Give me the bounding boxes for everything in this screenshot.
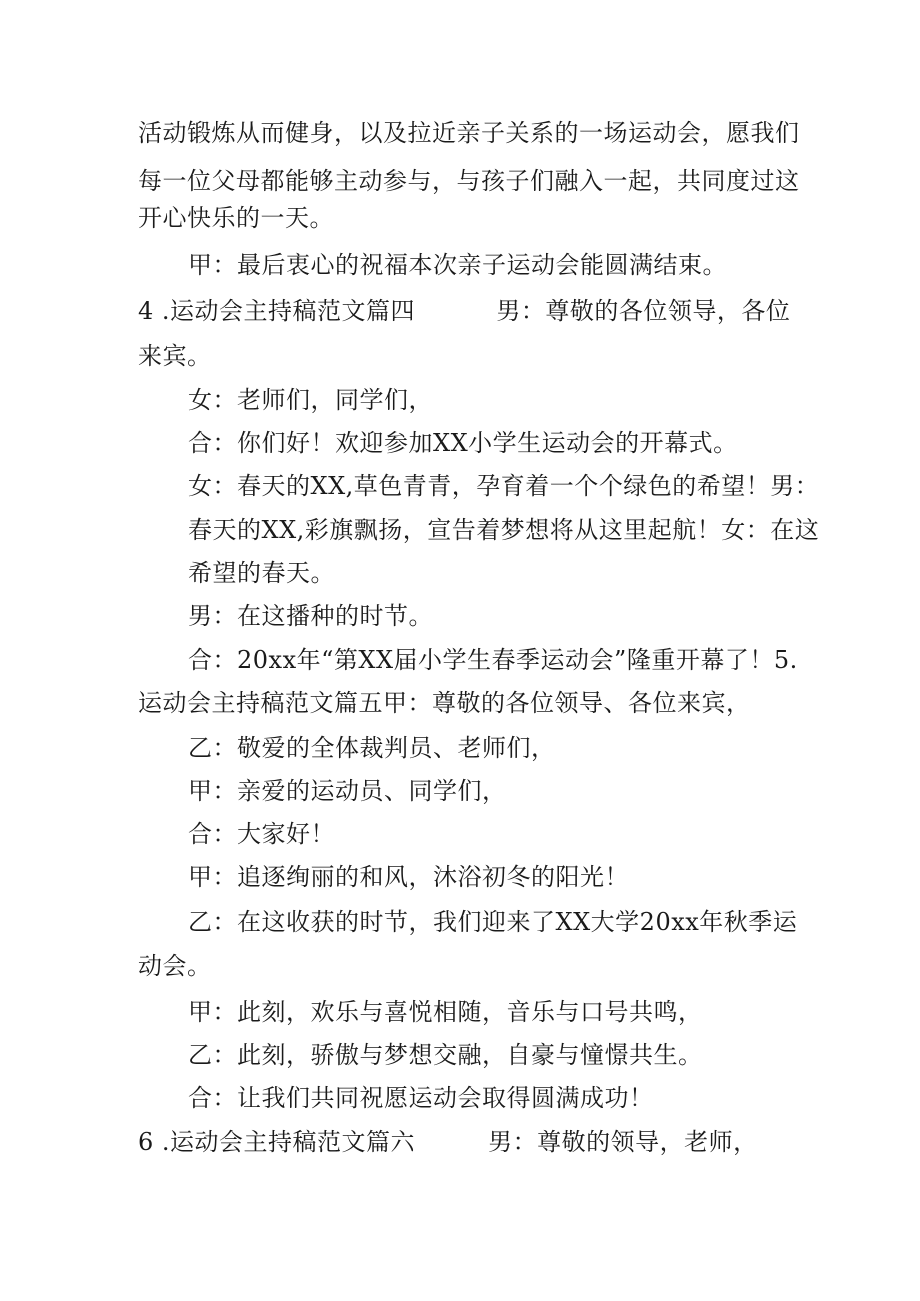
text-line: 甲：此刻，欢乐与喜悦相随，音乐与口号共鸣， [188, 998, 703, 1026]
text-line: 男：在这播种的时节。 [188, 602, 433, 630]
text-line: 合：20xx年“第XX届小学生春季运动会”隆重开幕了！5. [188, 646, 798, 674]
text-line: 春天的XX,彩旗飘扬，宣告着梦想将从这里起航！女：在这 [188, 516, 820, 544]
text-line: 合：让我们共同祝愿运动会取得圆满成功！ [188, 1084, 654, 1112]
text-line: 动会。 [138, 952, 212, 980]
text-line: 甲：追逐绚丽的和风，沐浴初冬的阳光！ [188, 863, 629, 891]
text-line: 合：你们好！欢迎参加XX小学生运动会的开幕式。 [188, 429, 738, 457]
text-line: 希望的春天。 [188, 559, 335, 587]
text-line: 乙：此刻，骄傲与梦想交融，自豪与憧憬共生。 [188, 1041, 703, 1069]
text-line: 女：老师们，同学们， [188, 386, 433, 414]
text-line: 6 .运动会主持稿范文篇六 男：尊敬的领导，老师， [138, 1128, 758, 1156]
text-line: 乙：在这收获的时节，我们迎来了XX大学20xx年秋季运 [188, 908, 798, 936]
text-line: 4 .运动会主持稿范文篇四 男：尊敬的各位领导，各位 [138, 297, 791, 325]
text-line: 乙：敬爱的全体裁判员、老师们， [188, 734, 556, 762]
text-line: 活动锻炼从而健身，以及拉近亲子关系的一场运动会，愿我们 [138, 119, 800, 147]
text-line: 甲：亲爱的运动员、同学们， [188, 777, 507, 805]
text-line: 每一位父母都能够主动参与，与孩子们融入一起，共同度过这 [138, 167, 800, 195]
text-line: 开心快乐的一天。 [138, 204, 334, 232]
text-line: 来宾。 [138, 342, 212, 370]
text-line: 女：春天的XX,草色青青，孕育着一个个绿色的希望！男： [188, 472, 820, 500]
text-line: 甲：最后衷心的祝福本次亲子运动会能圆满结束。 [188, 251, 727, 279]
text-line: 合：大家好！ [188, 820, 335, 848]
text-line: 运动会主持稿范文篇五甲：尊敬的各位领导、各位来宾， [138, 689, 751, 717]
